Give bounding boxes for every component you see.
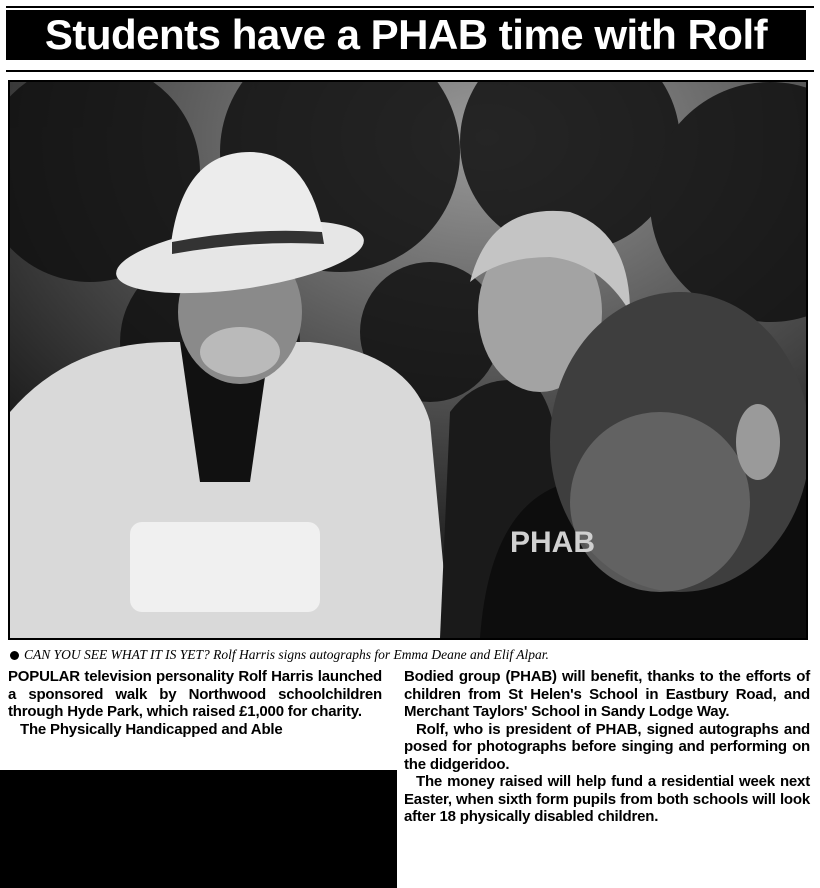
paragraph: Bodied group (PHAB) will benefit, thanks to the efforts of children from St Helen's School in Eastbury Road, and Merchant Taylors' School in Sandy Lodge Way. — [404, 668, 810, 720]
redacted-area — [0, 770, 397, 888]
photo-caption — [10, 646, 810, 664]
boy-ear — [736, 404, 780, 480]
article-column-1 — [8, 668, 382, 738]
headline: Students have a PHAB time with Rolf — [6, 10, 806, 60]
paragraph: POPULAR television personality Rolf Harris launched a sponsored walk by Northwood schoolchildren through Hyde Park, which raised £1,000 for charity. — [8, 668, 382, 720]
caption-lead: CAN YOU SEE WHAT IT IS YET? — [24, 647, 210, 662]
paragraph: Rolf, who is president of PHAB, signed autographs and posed for photographs before singing and performing on the didgeridoo. — [404, 720, 810, 773]
paragraph: The Physically Handicapped and Able — [20, 720, 283, 738]
article-photo — [8, 80, 808, 640]
lead-word: POPULAR — [8, 668, 80, 685]
article-column-2 — [404, 668, 810, 826]
paragraph: The money raised will help fund a residential week next Easter, when sixth form pupils from both schools will look after 18 physically disabled children. — [404, 773, 810, 825]
autograph-book — [130, 522, 320, 612]
shirt-logo: PHAB — [510, 526, 596, 559]
bullet-icon — [10, 651, 19, 660]
photo-illustration — [10, 82, 806, 638]
caption-text: Rolf Harris signs autographs for Emma Deane and Elif Alpar. — [209, 647, 549, 662]
